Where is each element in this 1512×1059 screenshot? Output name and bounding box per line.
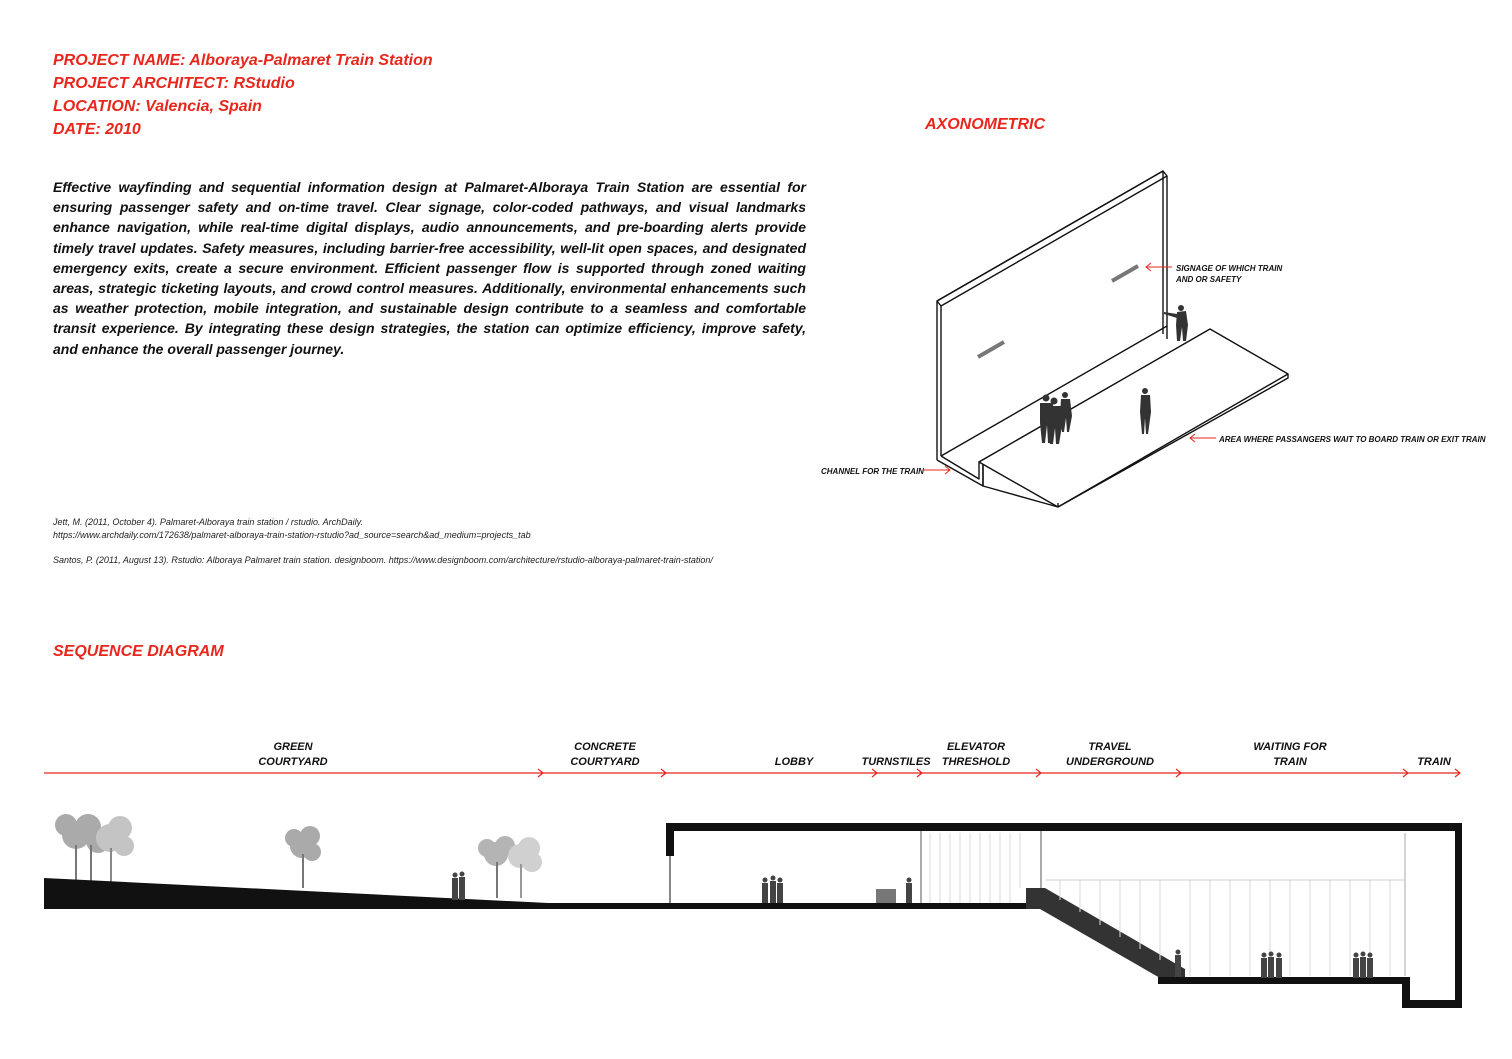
stage-waiting-for-train: WAITING FOR TRAIN — [1253, 741, 1327, 768]
description-paragraph: Effective wayfinding and sequential information design at Palmaret-Alboraya Train Station are essential for ensuring passenger safety and on-time travel. Clear signage, color-coded pathways, and visual landmarks enhance navigation, while real-time digital displays, audio announcements, and pre-boarding alerts provide timely travel updates. Safety measures, including barrier-free accessibility, well-lit open spaces, and designated emergency exits, create a secure environment. Efficient passenger flow is supported through zoned waiting areas, strategic ticketing layouts, and crowd control measures. Additionally, environmental enhancements such as weather protection, mobile integration, and sustainable design contribute to a seamless and comfortable transit experience. By integrating these design strategies, the station can optimize efficiency, improve safety, and enhance the overall passenger journey. — [53, 179, 806, 357]
stage-travel-underground: TRAVEL UNDERGROUND — [1066, 741, 1154, 768]
stage-concrete-courtyard: CONCRETE COURTYARD — [570, 741, 640, 768]
person — [452, 873, 458, 901]
reference-1-line-1: Jett, M. (2011, October 4). Palmaret-Alboraya train station / rstudio. ArchDaily. — [53, 517, 363, 527]
axo-wall-top-edge — [937, 171, 1163, 301]
signage-arrow — [1146, 263, 1172, 271]
reference-1-line-2[interactable]: https://www.archdaily.com/172638/palmaret-alboraya-train-station-rstudio?ad_source=search&ad_medium=projects_tab — [53, 530, 531, 540]
sequence-arrow-line — [44, 769, 1460, 777]
project-date: DATE: 2010 — [53, 121, 141, 138]
signage-label: SIGNAGE OF WHICH TRAIN AND OR SAFETY — [1176, 264, 1283, 284]
person — [762, 878, 768, 904]
axo-sign-right — [1112, 266, 1138, 281]
roof-slab — [666, 823, 1462, 856]
channel-arrow — [924, 466, 950, 474]
underground-ramp — [1026, 888, 1185, 978]
section-drawing — [44, 823, 1462, 1008]
axo-wall — [937, 171, 1167, 306]
person — [770, 876, 776, 904]
tree — [285, 826, 321, 888]
platform-arrow — [1190, 434, 1216, 442]
reference-2: Santos, P. (2011, August 13). Rstudio: Alboraya Palmaret train station. designboom. https://www.designboom.com/architecture/rstudio-alboraya-palmaret-train-station/ — [53, 555, 713, 565]
person — [1367, 953, 1373, 979]
axo-platform-top — [979, 329, 1288, 507]
person — [777, 878, 783, 904]
turnstile-box — [876, 889, 896, 903]
axonometric-drawing — [937, 171, 1288, 507]
stage-train: TRAIN — [1417, 756, 1451, 768]
channel-label: CHANNEL FOR THE TRAIN — [821, 467, 924, 476]
person — [1276, 953, 1282, 979]
stage-green-courtyard: GREEN COURTYARD — [258, 741, 328, 768]
axo-sign-left — [978, 342, 1004, 357]
person — [1353, 953, 1359, 979]
section-people — [452, 872, 1373, 979]
stage-elevator-threshold: ELEVATOR THRESHOLD — [941, 741, 1011, 768]
stage-turnstiles: TURNSTILES — [861, 756, 931, 768]
person — [1360, 952, 1366, 979]
stage-lobby: LOBBY — [774, 756, 814, 768]
sequence-heading: SEQUENCE DIAGRAM — [53, 643, 224, 660]
axo-channel — [937, 456, 983, 486]
person — [1268, 952, 1274, 979]
project-name: PROJECT NAME: Alboraya-Palmaret Train Station — [53, 52, 433, 69]
platform-label: AREA WHERE PASSANGERS WAIT TO BOARD TRAIN OR EXIT TRAIN — [1219, 435, 1486, 444]
tree — [478, 836, 515, 898]
person — [459, 872, 465, 901]
person — [1261, 953, 1267, 979]
axonometric-heading: AXONOMETRIC — [925, 116, 1045, 133]
project-location: LOCATION: Valencia, Spain — [53, 98, 262, 115]
tree — [96, 816, 134, 882]
person — [1175, 950, 1181, 978]
person — [906, 878, 912, 904]
project-architect: PROJECT ARCHITECT: RStudio — [53, 75, 295, 92]
